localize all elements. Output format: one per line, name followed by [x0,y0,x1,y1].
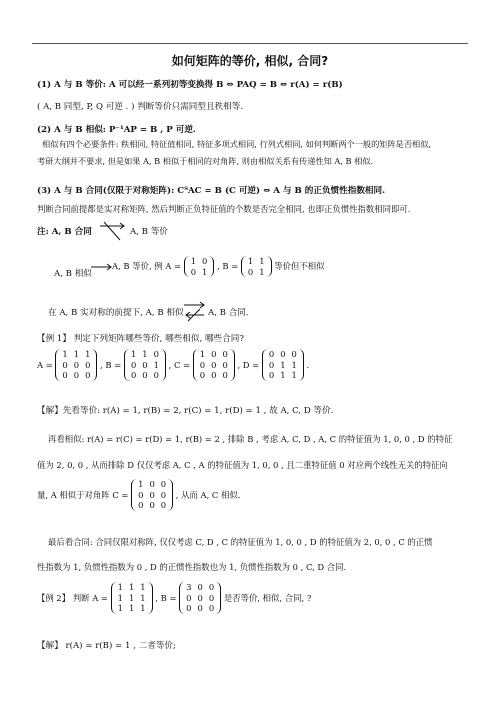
arrow-not-implies-icon [98,220,128,244]
note1-b: A, B 等价 [130,227,168,237]
ex1-matrices: A = 1 1 1 0 0 0 0 0 0 , B = 1 1 0 0 0 1 0 0 0 , C = 1 0 0 0 0 0 0 0 0 , D = 0 0 0 0 1 1 0 1 1 . [37,349,310,380]
matrix-ex2-a: 1 1 1 1 1 1 1 1 1 [111,582,153,614]
ex1-sol6: 性指数为 1, 负惯性指数为 0 , D 的正惯性指数也为 1, 负惯性指数为 0 , C, D 合同. [37,562,347,572]
note2-a: A, B 相似 [54,269,92,279]
sec3-note: 判断合同前提都是实对称矩阵, 然后判断正负特征值的个数是否完全相同, 也即正负惯性指数相同即可. [37,204,411,214]
sec3-head: (3) A 与 B 合同(仅限于对称矩阵): CᵀAC = B (C 可逆) ⇔ A 与 B 的正负惯性指数相同. [37,186,386,196]
matrix-example-a: 1 0 0 1 [184,256,215,277]
matrix-diagonal-c: 1 0 0 0 0 0 0 0 0 [131,479,173,511]
sec2-head: (2) A 与 B 相似: P⁻¹AP = B , P 可逆. [37,125,196,135]
page-title: 如何矩阵的等价, 相似, 合同? [171,54,329,68]
arrow-implies-not-reverse-icon [182,299,208,323]
note1-a: 注: A, B 合同 [37,227,92,237]
sec1-head: (1) A 与 B 等价: A 可以经一系列初等变换得 B ⇔ PAQ = B ⇔ r(A) = r(B) [37,80,343,90]
ex1-sol4: 量, A 相似于对角阵 C = 1 0 0 0 0 0 0 0 0 , 从而 A, C 相似. [37,479,241,510]
matrix-example-b: 1 1 0 1 [241,256,272,277]
ex1-sol2: 再看相似: r(A) = r(C) = r(D) = 1, r(B) = 2 , 排除 B , 考虑 A, C, D , A, C 的特征值为 1, 0, 0 , D 的特征 [48,434,453,444]
example-line: A, B 等价, 例 A = 1 0 0 1 , B = 1 1 0 1 等价但不相似 [112,256,325,277]
ex1-head: 【例 1】 判定下列矩阵哪些等价, 哪些相似, 哪些合同? [37,334,244,344]
ex2-sol: 【解】 r(A) = r(B) = 1 , 二者等价; [37,641,176,651]
sec1-note: ( A, B 同型, P, Q 可逆 . ) 判断等价只需同型且秩相等. [37,102,244,112]
matrix-a: 1 1 1 0 0 0 0 0 0 [55,349,97,381]
header-rule [32,43,468,44]
ex1-sol5: 最后看合同: 合同仅限对称阵, 仅仅考虑 C, D , C 的特征值为 1, 0, 0 , D 的特征值为 2, 0, 0 , C 的正惯 [48,537,433,547]
matrix-c: 1 0 0 0 0 0 0 0 0 [193,349,235,381]
sec2-line2: 考研大纲并不要求, 但是如果 A, B 相似于相同的对角阵, 则由相似关系有传递性知 A, B 相似. [37,156,374,166]
note3-a: 在 A, B 实对称的前提下, A, B 相似 [48,308,184,318]
ex1-sol1: 【解】先看等价: r(A) = 1, r(B) = 2, r(C) = 1, r(D) = 1 , 故 A, C, D 等价. [37,406,334,416]
ex1-sol3: 值为 2, 0, 0 , 从而排除 D 仅仅考虑 A, C , A 的特征值为 1, 0, 0 , 且二重特征值 0 对应两个线性无关的特征向 [37,460,448,470]
matrix-b: 1 1 0 0 0 1 0 0 0 [124,349,166,381]
matrix-d: 0 0 0 0 1 1 0 1 1 [262,349,304,381]
note3-b: A, B 合同. [208,308,249,318]
sec2-line1: 相似有四个必要条件: 秩相同, 特征值相同, 特征多项式相同, 行列式相同, 如何判断两个一般的矩阵是否相似, [42,139,432,149]
ex2-line: 【例 2】 判断 A = 1 1 1 1 1 1 1 1 1 , B = 3 0 0 0 0 0 0 0 0 是否等价, 相似, 合同, ? [37,582,312,613]
matrix-ex2-b: 3 0 0 0 0 0 0 0 0 [179,582,221,614]
